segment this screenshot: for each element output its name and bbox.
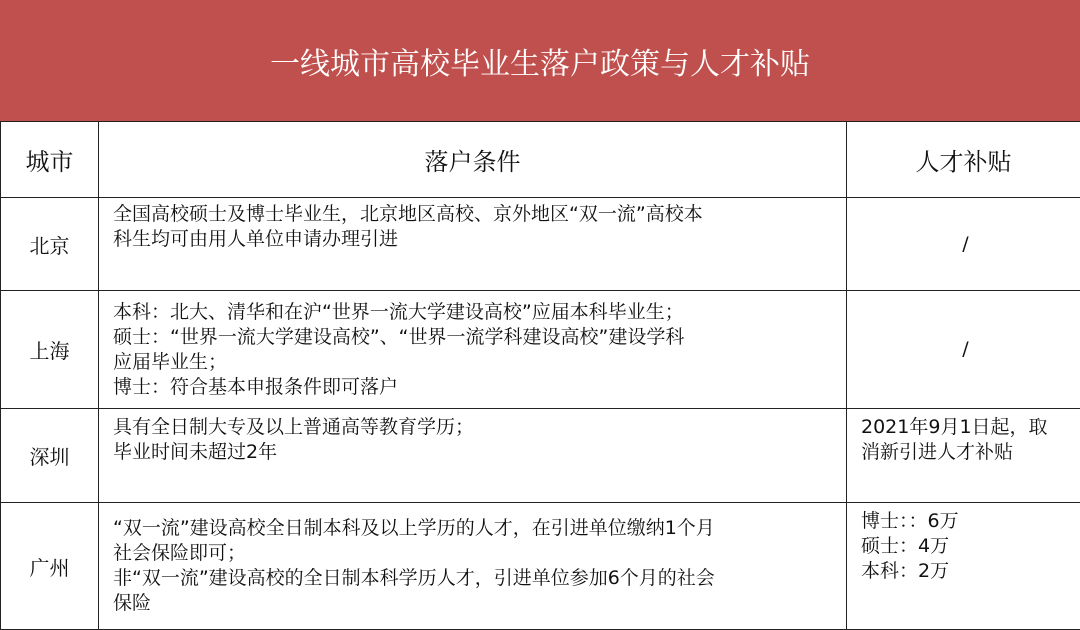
conditions-line: 应届毕业生；	[113, 350, 836, 375]
city-cell: 上海	[1, 291, 99, 409]
conditions-line: 保险	[113, 591, 836, 616]
subsidy-line: 本科：2万	[861, 559, 1070, 584]
table-header-row	[1, 122, 1080, 198]
city-cell: 北京	[1, 198, 99, 291]
subsidy-line: 硕士：4万	[861, 534, 1070, 559]
conditions-line: 具有全日制大专及以上普通高等教育学历；	[113, 415, 836, 440]
subsidy-cell	[847, 409, 1080, 503]
conditions-line: 社会保险即可；	[113, 541, 836, 566]
subsidy-cell	[847, 198, 1080, 291]
subsidy-line: 博士：：6万	[861, 509, 1070, 534]
subsidy-line: /	[861, 232, 1070, 257]
conditions-line: 全国高校硕士及博士毕业生，北京地区高校、京外地区“双一流”高校本	[113, 202, 836, 227]
subsidy-cell	[847, 291, 1080, 409]
conditions-line: 博士：符合基本申报条件即可落户	[113, 375, 836, 400]
conditions-cell	[99, 291, 847, 409]
conditions-line: 科生均可由用人单位申请办理引进	[113, 227, 836, 252]
conditions-line: 非“双一流”建设高校的全日制本科学历人才，引进单位参加6个月的社会	[113, 566, 836, 591]
table-row	[1, 198, 1080, 291]
conditions-line: 毕业时间未超过2年	[113, 440, 836, 465]
conditions-cell	[99, 198, 847, 291]
city-cell: 深圳	[1, 409, 99, 503]
subsidy-line: /	[861, 337, 1070, 362]
header-city: 城市	[1, 122, 99, 198]
table-row	[1, 503, 1080, 630]
table-row	[1, 409, 1080, 503]
conditions-line: 硕士：“世界一流大学建设高校”、“世界一流学科建设高校”建设学科	[113, 325, 836, 350]
page-title: 一线城市高校毕业生落户政策与人才补贴	[0, 0, 1080, 121]
conditions-line: “双一流”建设高校全日制本科及以上学历的人才，在引进单位缴纳1个月	[113, 516, 836, 541]
subsidy-line: 2021年9月1日起，取	[861, 415, 1070, 440]
table-row	[1, 291, 1080, 409]
policy-table	[0, 121, 1080, 630]
conditions-line: 本科：北大、清华和在沪“世界一流大学建设高校”应届本科毕业生；	[113, 300, 836, 325]
header-conditions: 落户条件	[99, 122, 847, 198]
city-cell: 广州	[1, 503, 99, 630]
conditions-cell	[99, 409, 847, 503]
subsidy-cell	[847, 503, 1080, 630]
header-subsidy: 人才补贴	[847, 122, 1080, 198]
conditions-cell	[99, 503, 847, 630]
subsidy-line: 消新引进人才补贴	[861, 440, 1070, 465]
